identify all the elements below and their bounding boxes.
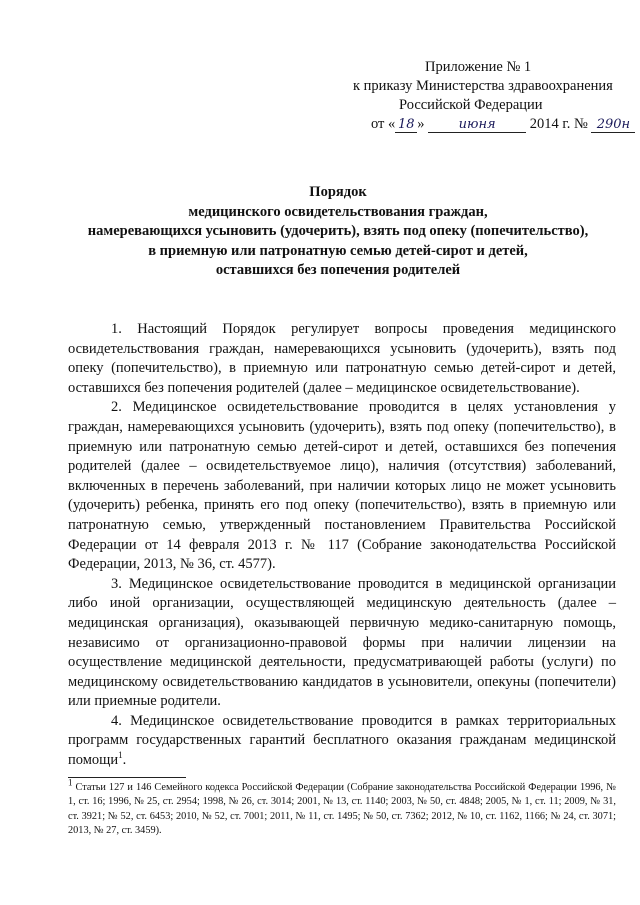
paragraph-4-end: . xyxy=(122,752,127,769)
footnote xyxy=(68,777,616,838)
title-line: оставшихся без попечения родителей xyxy=(215,262,461,278)
footnote-divider xyxy=(68,777,186,778)
date-prefix: от « xyxy=(371,116,396,132)
appendix-header xyxy=(353,58,631,134)
date-month: июня xyxy=(428,117,526,133)
appendix-order-line: к приказу Министерства здравоохранения xyxy=(353,78,613,94)
paragraph-3: 3. Медицинское освидетельствование проводится в медицинской организации либо иной организации, осуществляющей медицинскую деятельность (далее – медицинская организация), оказывающей первичную медико-санитарную помощь, независимо от организационно-правовой формы при наличии лицензии на осуществление медицинской деятельности, предусматривающей работы (услуги) по медицинскому освидетельствованию кандидатов в усыновители, опекуны (попечители) или приемные родители. xyxy=(68,575,616,710)
order-number: 290н xyxy=(591,117,635,133)
title-line: в приемную или патронатную семью детей-сирот и детей, xyxy=(148,242,528,259)
footnote-reference: 1 xyxy=(118,750,123,761)
title-line: Порядок xyxy=(309,184,367,200)
footnote-marker: 1 xyxy=(68,777,73,788)
appendix-title: Приложение № 1 xyxy=(425,59,532,75)
paragraph-2: 2. Медицинское освидетельствование проводится в целях установления у граждан, намеревающихся усыновить (удочерить), взять под опеку (попечительство), в приемную или патронатную семью детей-сирот и детей, оставшихся без попечения родителей (далее – освидетельствуемое лицо), наличия (отсутствия) заболеваний, включенных в перечень заболеваний, при наличии которых лицо не может усыновить (удочерить) ребенка, принять его под опеку (попечительство), взять в приемную или патронатную семью, утвержденный постановлением Правительства Российской Федерации от 14 февраля 2013 г. № 117 (Собрание законодательства Российской Федерации, 2013, № 36, ст. 4577). xyxy=(68,399,616,573)
paragraph-4-text: 4. Медицинское освидетельствование проводится в рамках территориальных программ государственных гарантий бесплатного оказания гражданам медицинской помощи xyxy=(68,712,616,769)
date-year: 2014 г. № xyxy=(529,116,588,132)
appendix-ministry-line: Российской Федерации xyxy=(399,97,543,113)
appendix-date-line xyxy=(353,115,631,134)
footnote-text: Статьи 127 и 146 Семейного кодекса Российской Федерации (Собрание законодательства Российской Федерации 1996, № 1, ст. 16; 1996, № 25, ст. 2954; 1998, № 26, ст. 3014; 2001, № 13, ст. 1140; 2003, № 50, ст. 4848; 2005, № 1, ст. 11; 2009, № 31, ст. 3921; № 52, ст. 6453; 2010, № 52, ст. 7001; 2011, № 11, ст. 1495; № 50, ст. 7362; 2012, № 10, ст. 1162, 1166; № 24, ст. 3071; 2013, № 27, ст. 3459). xyxy=(68,782,616,836)
date-mid: » xyxy=(417,116,425,132)
title-line: намеревающихся усыновить (удочерить), взять под опеку (попечительство), xyxy=(87,223,589,239)
paragraph-1: 1. Настоящий Порядок регулирует вопросы проведения медицинского освидетельствования граждан, намеревающихся усыновить (удочерить), взять под опеку (попечительство), в приемную или патронатную семью детей-сирот и детей, оставшихся без попечения родителей (далее – медицинское освидетельствование). xyxy=(68,321,616,396)
date-day: 18 xyxy=(395,117,417,133)
document-title xyxy=(60,183,616,281)
document-body xyxy=(68,320,616,771)
paragraph-4 xyxy=(68,712,616,771)
title-line: медицинского освидетельствования граждан, xyxy=(188,203,488,220)
